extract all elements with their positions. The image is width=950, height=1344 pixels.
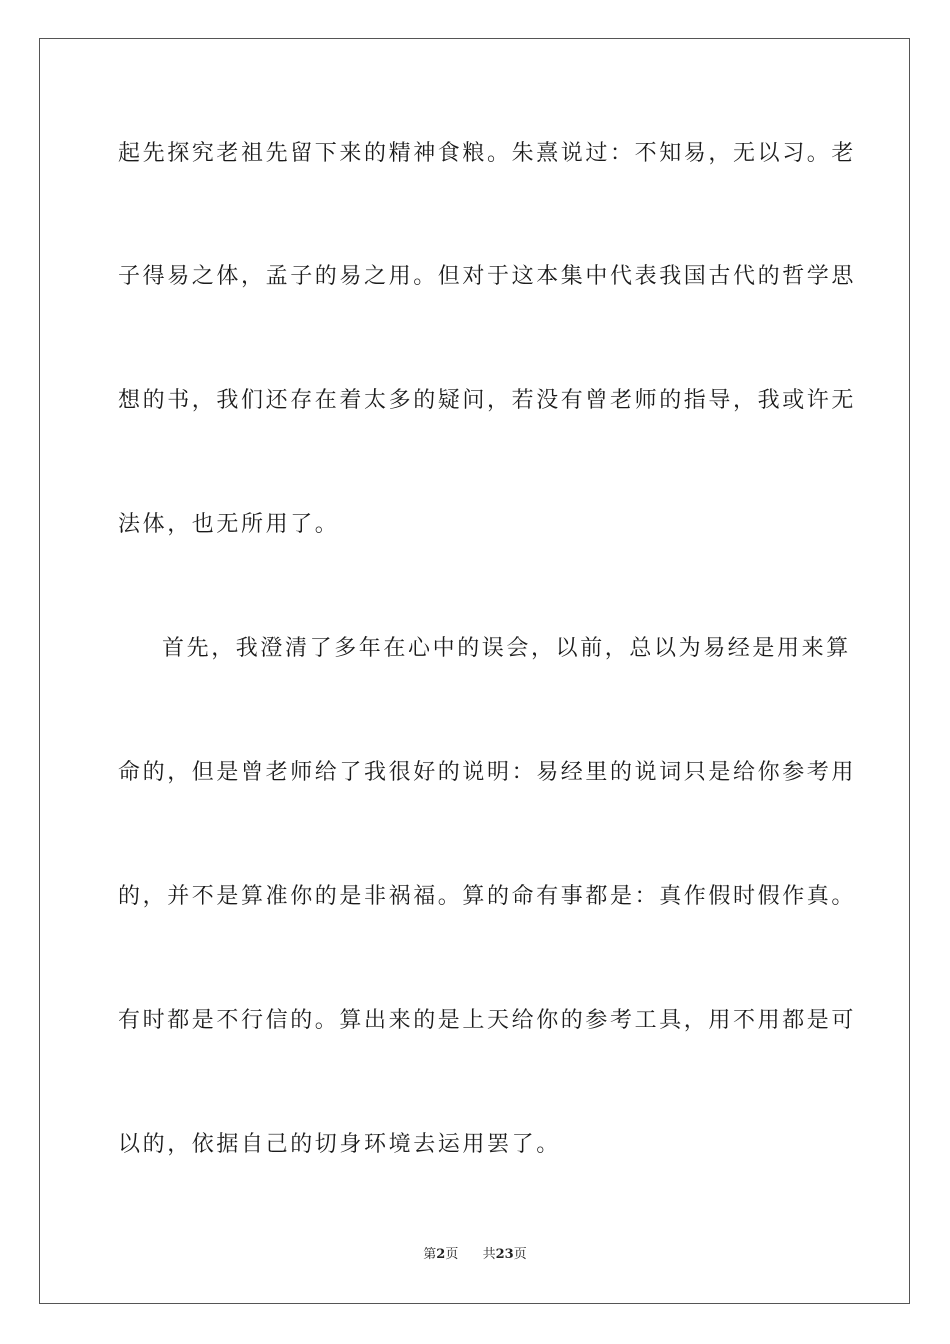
total-pages-label: 共23页 <box>482 1247 527 1262</box>
body-line-6: 命的，但是曾老师给了我很好的说明：易经里的说词只是给你参考用 <box>118 760 857 785</box>
page-number-label: 第2页 <box>423 1247 459 1262</box>
body-line-4: 法体，也无所用了。 <box>118 512 340 537</box>
current-page-number: 2 <box>436 1247 446 1262</box>
body-line-1: 起先探究老祖先留下来的精神食粮。朱熹说过：不知易，无以习。老 <box>118 141 857 166</box>
body-line-7: 的，并不是算准你的是非祸福。算的命有事都是：真作假时假作真。 <box>118 884 857 909</box>
total-page-count: 23 <box>495 1247 514 1262</box>
page-footer <box>0 1246 950 1264</box>
page-border <box>39 38 910 1304</box>
body-line-9: 以的，依据自己的切身环境去运用罢了。 <box>118 1132 561 1157</box>
body-line-5: 首先，我澄清了多年在心中的误会，以前，总以为易经是用来算 <box>162 636 851 661</box>
body-line-8: 有时都是不行信的。算出来的是上天给你的参考工具，用不用都是可 <box>118 1008 857 1033</box>
body-line-2: 子得易之体，孟子的易之用。但对于这本集中代表我国古代的哲学思 <box>118 264 857 289</box>
body-line-3: 想的书，我们还存在着太多的疑问，若没有曾老师的指导，我或许无 <box>118 388 857 413</box>
